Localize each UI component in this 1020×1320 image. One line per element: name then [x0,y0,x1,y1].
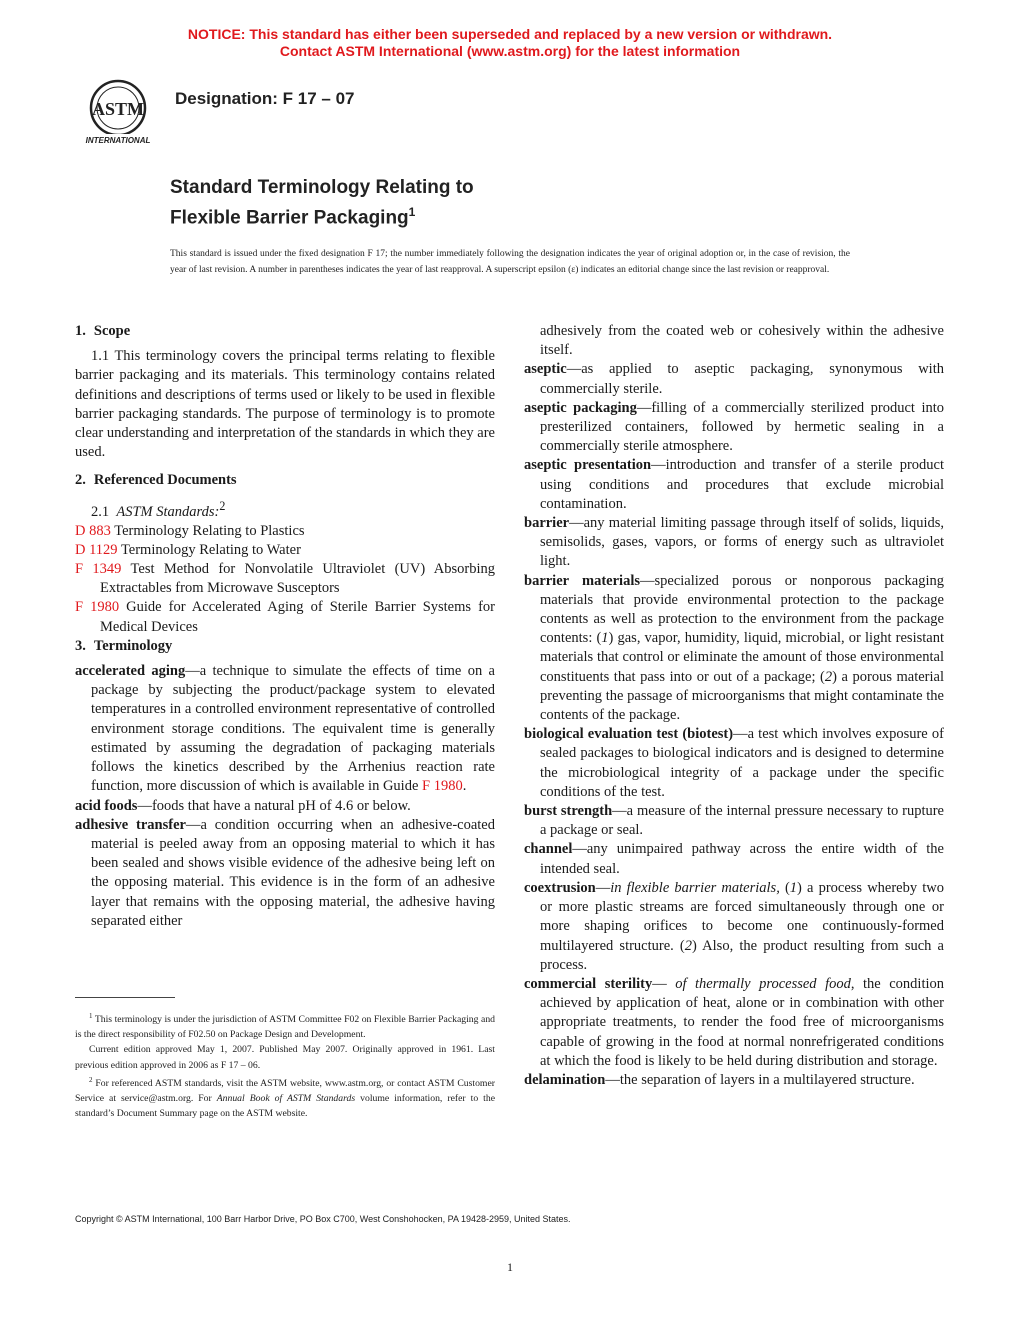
reference-link-d1129[interactable]: D 1129 [75,541,118,558]
definition-adhesive-transfer: adhesive transfer—a condition occurring when an adhesive-coated material is peeled away from an opposing material to which it has been sealed and shows visible evidence of the adhesive being left on the opposing material. This evidence is in the form of an adhesive layer that remains with the opposing material, the adhesive having separated either [75,816,495,929]
section-1-heading: 1. Scope [75,323,131,339]
definition-barrier: barrier—any material limiting passage through itself of solids, liquids, semisolids, gases, vapors, or forms of energy such as ultraviolet light. [524,515,944,570]
footnotes [75,1009,495,1121]
scope-paragraph: 1.1 This terminology covers the principal terms relating to flexible barrier packaging and its materials. This terminology contains related definitions and descriptions of terms used or likely to be used in flexible barrier packaging standards. The purpose of terminology is to promote clear understanding and interpretation of the standards in which they are used. [75,348,495,461]
title-line-2: Flexible Barrier Packaging$^1$ [170,205,416,229]
notice-line-1: NOTICE: This standard has either been superseded and replaced by a new version or withdrawn. [187,26,833,42]
footnote-divider [75,997,175,998]
supersession-notice [0,26,1020,60]
definition-burst-strength: burst strength—a measure of the internal pressure necessary to rupture a package or seal. [524,803,944,839]
copyright-notice: Copyright © ASTM International, 100 Barr Harbor Drive, PO Box C700, West Conshohocken, PA 19428-2959, United States. [75,1214,571,1224]
reference-item: D 1129 Terminology Relating to Water [75,541,301,558]
reference-link-f1980[interactable]: F 1980 [75,599,120,616]
reference-link-f1349[interactable]: F 1349 [75,561,122,578]
definition-barrier-materials: barrier materials—specialized porous or nonporous packaging materials that provide environmental protection to the package contents as well as protection to the environment from the package contents: (1) gas, vapor, humidity, liquid, microbial, or light resistant materials that control or eliminate the amount of those environmental constituents that pass into or out of a package; (2) a porous material preventing the passage of microorganisms that might contaminate the contents of the package. [524,572,945,724]
definition-commercial-sterility: commercial sterility— of thermally processed food, the condition achieved by application of heat, alone or in combination with other appropriate treatments, to render the food free of microorganisms capable of growing in the food at normal nonrefrigerated conditions at which the food is likely to be held during distribution and storage. [524,975,944,1069]
reference-item: F 1980 Guide for Accelerated Aging of Sterile Barrier Systems for Medical Devices [75,599,495,635]
guide-link-f1980[interactable]: F 1980 [422,778,463,795]
astm-logo [76,78,160,148]
footnote-1: $^1$ This terminology is under the jurisdiction of ASTM Committee F02 on Flexible Barrier Packaging and is the direct responsibility of F02.50 on Package Design and Development. [75,1012,496,1041]
footnote-1-edition: Current edition approved May 1, 2007. Published May 2007. Originally approved in 1961. Last previous edition approved in 2006 as F 17 – 06. [75,1044,495,1071]
page-title [170,175,474,230]
definition-aseptic: aseptic—as applied to aseptic packaging, synonymous with commercially sterile. [524,361,944,397]
designation: Designation: F 17 – 07 [175,89,355,108]
notice-line-2: Contact ASTM International (www.astm.org) for the latest information [279,43,741,59]
title-footnote-mark: 1 [408,205,416,219]
definition-accelerated-aging: accelerated aging—a technique to simulate the effects of time on a package by subjecting the product/package system to elevated temperatures in a controlled environment representative of controlled environment storage conditions. The equivalent time is generally estimated by assuming the degradation of packaging materials follows the kinetics described by the Arrhenius reaction rate function, more discussion of which is available in Guide F 1980. [75,663,495,795]
logo-subtext: INTERNATIONAL [85,136,151,145]
definition-biotest: biological evaluation test (biotest)—a test which involves exposure of sealed packages to biological indicators and is designed to determine the microbiological integrity of a package under the specific conditions of the test. [524,726,944,800]
section-2-heading: 2. Referenced Documents [75,472,237,489]
left-column [75,322,495,931]
definition-aseptic-presentation: aseptic presentation—introduction and transfer of a sterile product using conditions and procedures that exclude microbial contamination. [524,457,944,512]
section-3-heading: 3. Terminology [75,637,173,654]
page-number: 1 [507,1260,513,1274]
definition-coextrusion: coextrusion—in flexible barrier materials, (1) a process whereby two or more plastic streams are forced simultaneously through one or more shaping orifices to become one continuously-formed multilayered structure. (2) Also, the product resulting from such a process. [524,879,944,973]
logo-text: ASTM [91,99,145,119]
title-line-1: Standard Terminology Relating to [170,177,474,198]
issuance-note: This standard is issued under the fixed designation F 17; the number immediately following the designation indicates the year of original adoption or, in the case of revision, the year of last revision. A number in parentheses indicates the year of last reapproval. A superscript epsilon (ε) indicates an editorial change since the last revision or reapproval. [170,249,850,275]
reference-link-d883[interactable]: D 883 [75,522,111,539]
definition-channel: channel—any unimpaired pathway across the entire width of the intended seal. [524,841,944,877]
definition-continuation: adhesively from the coated web or cohesively within the adhesive itself. [540,323,944,359]
definition-delamination: delamination—the separation of layers in a multilayered structure. [524,1071,915,1088]
reference-item: F 1349 Test Method for Nonvolatile Ultraviolet (UV) Absorbing Extractables from Microwave Susceptors [75,561,495,597]
right-column [524,322,944,1090]
reference-item: D 883 Terminology Relating to Plastics [75,522,305,539]
astm-standards-heading: 2.1 ASTM Standards:$^2$ [91,498,226,520]
definition-acid-foods: acid foods—foods that have a natural pH of 4.6 or below. [75,797,411,814]
definition-aseptic-packaging: aseptic packaging—filling of a commercially sterilized product into presterilized containers, followed by hermetic sealing in a commercially sterile atmosphere. [524,399,944,455]
footnote-2: $^2$ For referenced ASTM standards, visit the ASTM website, www.astm.org, or contact ASTM Customer Service at service@astm.org. For Annual Book of ASTM Standards volume information, refer to the standard’s Document Summary page on the ASTM website. [75,1075,495,1120]
